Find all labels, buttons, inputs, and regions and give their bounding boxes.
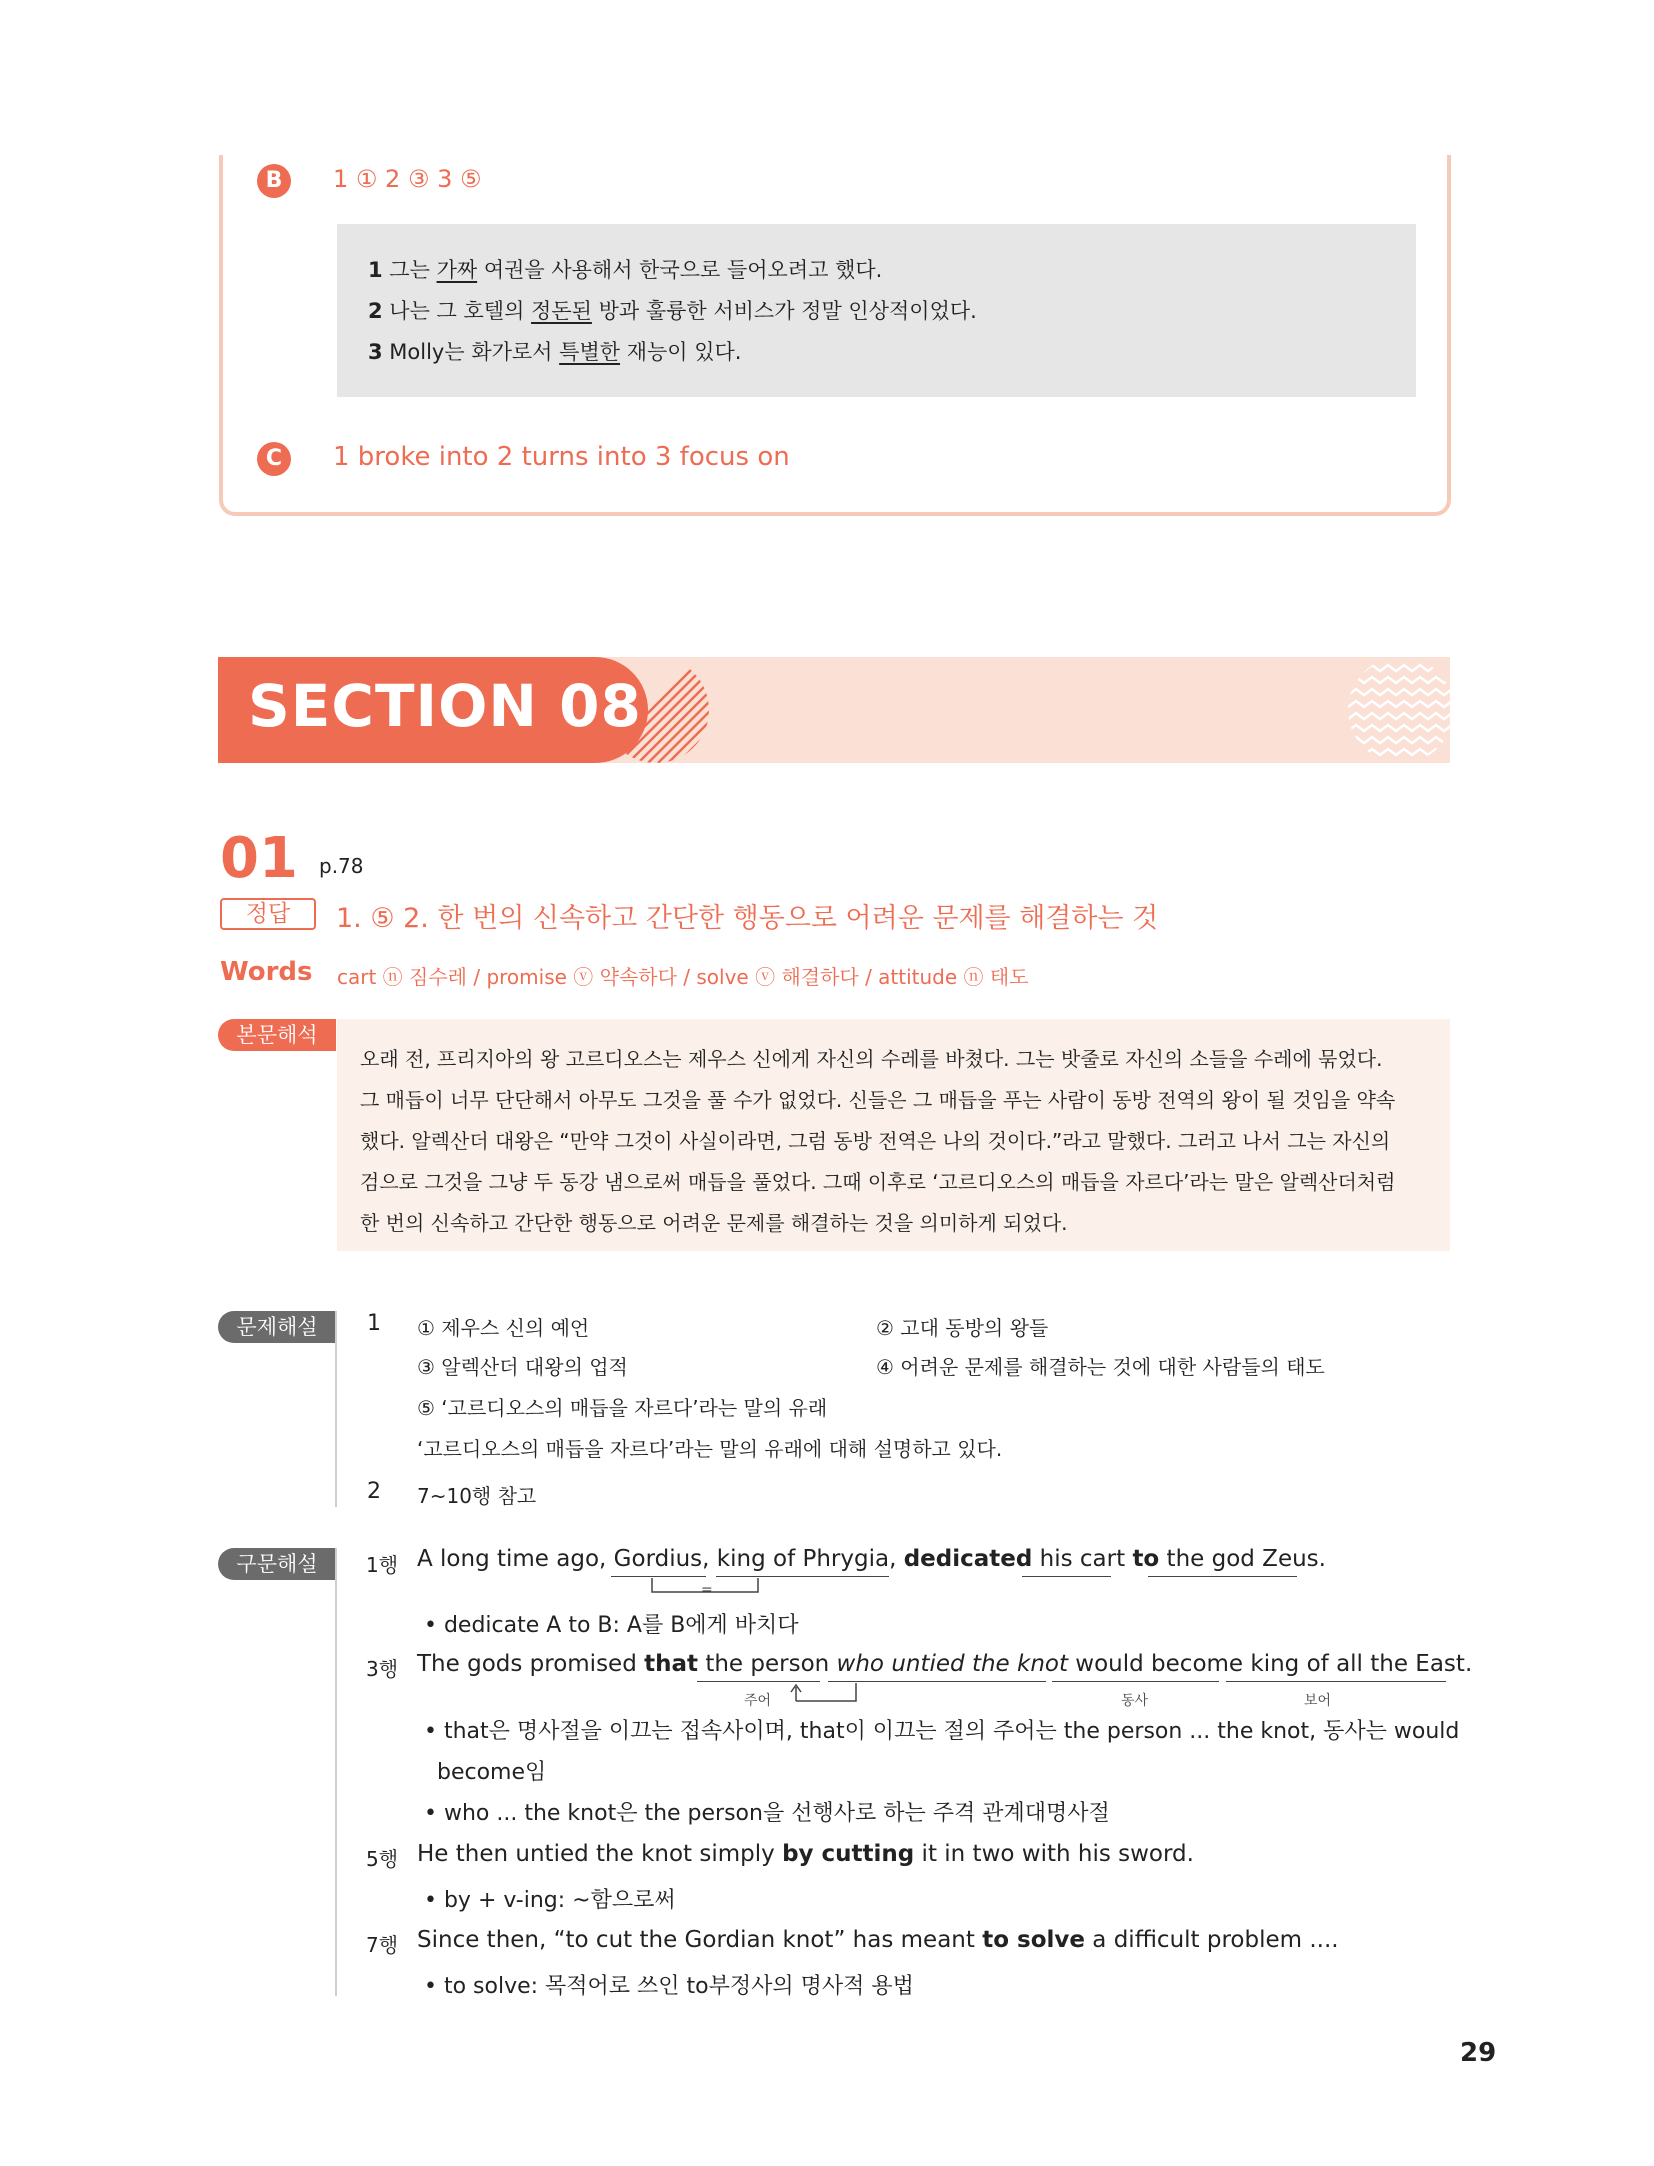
grammar-note: • who ... the knot은 the person을 선행사로 하는 주격 관계대명사절 [424, 1801, 1110, 1826]
option-2: ② 고대 동방의 왕들 [876, 1316, 1049, 1340]
underline [1022, 1576, 1111, 1577]
grammar-note: become임 [437, 1760, 547, 1785]
option-3: ③ 알렉산더 대왕의 업적 [417, 1355, 628, 1379]
page-reference: p.78 [319, 854, 364, 878]
grammar-note: • to solve: 목적어로 쓰인 to부정사의 명사적 용법 [424, 1974, 914, 1999]
section-c-answers: 1 broke into 2 turns into 3 focus on [333, 442, 790, 472]
grammar-note: • by + v-ing: ~함으로써 [424, 1888, 676, 1913]
question-2-number: 2 [367, 1479, 381, 1504]
grammar-tag: 구문해설 [218, 1548, 336, 1580]
section-b-answers: 1 ① 2 ③ 3 ⑤ [333, 165, 482, 193]
line-label: 5행 [366, 1847, 399, 1871]
section-c-badge: C [257, 442, 291, 476]
translation-line-3: 3 Molly는 화가로서 특별한 재능이 있다. [368, 340, 742, 364]
passage-line: 했다. 알렉산더 대왕은 “만약 그것이 사실이라면, 그럼 동방 전역은 나의 것이다.”라고 말했다. 그러고 나서 그는 자신의 [360, 1129, 1391, 1153]
underline [1052, 1681, 1219, 1682]
passage-line: 검으로 그것을 그냥 두 동강 냄으로써 매듭을 풀었다. 그때 이후로 ‘고르디오스의 매듭을 자르다’라는 말은 알렉산더처럼 [360, 1170, 1396, 1194]
underline [1148, 1576, 1297, 1577]
underline [1226, 1681, 1446, 1682]
subject-label: 주어 [744, 1693, 772, 1709]
section-b-badge: B [257, 164, 291, 198]
answer-text: 1. ⑤ 2. 한 번의 신속하고 간단한 행동으로 어려운 문제를 해결하는 것 [336, 903, 1159, 934]
underline [828, 1681, 1046, 1682]
equals-mark: = [701, 1582, 713, 1598]
question-1-explanation: ‘고르디오스의 매듭을 자르다’라는 말의 유래에 대해 설명하고 있다. [417, 1437, 1003, 1461]
option-4: ④ 어려운 문제를 해결하는 것에 대한 사람들의 태도 [876, 1355, 1325, 1379]
complement-label: 보어 [1304, 1693, 1332, 1709]
line-label: 3행 [366, 1657, 399, 1681]
grammar-note: • dedicate A to B: A를 B에게 바치다 [424, 1613, 799, 1638]
verb-label: 동사 [1121, 1693, 1149, 1709]
problem-number: 01 [220, 826, 298, 891]
words-list: cart ⓝ 짐수레 / promise ⓥ 약속하다 / solve ⓥ 해결하다 / attitude ⓝ 태도 [337, 965, 1029, 989]
translation-line-2: 2 나는 그 호텔의 정돈된 방과 훌륭한 서비스가 정말 인상적이었다. [368, 299, 977, 323]
grammar-sentence-1: A long time ago, Gordius, king of Phrygia, dedicated his cart to the god Zeus. [417, 1546, 1326, 1572]
section-title: SECTION 08 [248, 672, 642, 740]
underline [611, 1576, 706, 1577]
translation-tag: 본문해석 [218, 1019, 336, 1051]
answer-tag: 정답 [220, 898, 316, 930]
line-label: 1행 [366, 1553, 399, 1577]
question-2-explanation: 7~10행 참고 [417, 1484, 537, 1508]
relative-clause-arrow [786, 1683, 858, 1703]
words-label: Words [220, 957, 313, 987]
explanation-tag: 문제해설 [218, 1311, 336, 1343]
passage-line: 오래 전, 프리지아의 왕 고르디오스는 제우스 신에게 자신의 수레를 바쳤다. 그는 밧줄로 자신의 소들을 수레에 묶었다. [360, 1047, 1383, 1071]
question-1-number: 1 [367, 1311, 381, 1336]
line-label: 7행 [366, 1933, 399, 1957]
option-1: ① 제우스 신의 예언 [417, 1316, 590, 1340]
underline [716, 1576, 889, 1577]
grammar-sentence-5: He then untied the knot simply by cutting it in two with his sword. [417, 1841, 1194, 1867]
grammar-sentence-7: Since then, “to cut the Gordian knot” has meant to solve a difficult problem .... [417, 1927, 1339, 1953]
passage-line: 한 번의 신속하고 간단한 행동으로 어려운 문제를 해결하는 것을 의미하게 되었다. [360, 1211, 1068, 1235]
grammar-sentence-3: The gods promised that the person who untied the knot would become king of all the East. [417, 1651, 1473, 1677]
grammar-note: • that은 명사절을 이끄는 접속사이며, that이 이끄는 절의 주어는 the person ... the knot, 동사는 would [424, 1719, 1460, 1744]
grammar-divider [335, 1548, 337, 1996]
translation-line-1: 1 그는 가짜 여권을 사용해서 한국으로 들어오려고 했다. [368, 258, 883, 282]
option-5: ⑤ ‘고르디오스의 매듭을 자르다’라는 말의 유래 [417, 1396, 828, 1420]
passage-line: 그 매듭이 너무 단단해서 아무도 그것을 풀 수가 없었다. 신들은 그 매듭을 푸는 사람이 동방 전역의 왕이 될 것임을 약속 [360, 1088, 1396, 1112]
page-number: 29 [1460, 2038, 1497, 2068]
underline [697, 1681, 820, 1682]
explanation-divider [335, 1311, 337, 1507]
